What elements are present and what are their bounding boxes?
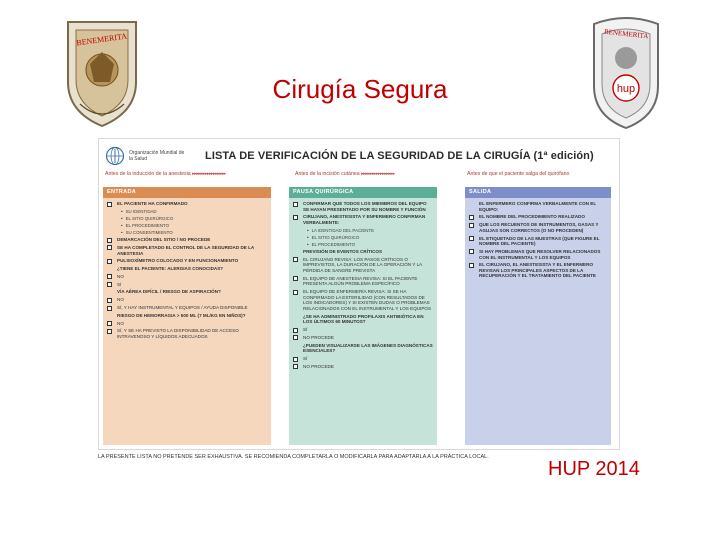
checklist-item-text: EL PACIENTE HA CONFIRMADO: [117, 201, 188, 206]
who-surgical-checklist: [98, 138, 620, 450]
checklist-item: [107, 313, 267, 319]
checkbox[interactable]: [469, 236, 474, 241]
checklist-subitem: [307, 235, 433, 241]
checklist-subitem: [121, 230, 267, 236]
checklist-item[interactable]: [107, 274, 267, 280]
bullet-icon: •: [307, 234, 309, 240]
checklist-item-text: EL CIRUJANO, EL ANESTESISTA Y EL ENFERMERO REVISAN LOS PRINCIPALES ASPECTOS DE LA RECUPERACIÓN Y EL TRATAMIENTO DEL PACIENTE: [479, 262, 596, 279]
checklist-item-text: SI HAY PROBLEMAS QUE RESOLVER RELACIONADOS CON EL INSTRUMENTAL Y LOS EQUIPOS: [479, 248, 601, 260]
checklist-subitem-text: EL PROCEDIMIENTO: [125, 222, 170, 228]
column-entrada: [103, 187, 271, 445]
hup-crest-icon: [588, 12, 664, 132]
checklist-item[interactable]: [293, 214, 433, 225]
checklist-item: [293, 249, 433, 255]
checklist-item-text: EL CIRUJANO REVISA: LOS PASOS CRÍTICOS O IMPREVISTOS, LA DURACIÓN DE LA OPERACIÓN Y LA PÉRDIDA DE SANGRE PREVISTA: [303, 256, 422, 273]
checklist-item-text: EL EQUIPO DE ANESTESIA REVISA: SI EL PACIENTE PRESENTA ALGÚN PROBLEMA ESPECÍFICO: [303, 275, 418, 287]
slide-title: Cirugía Segura: [272, 74, 448, 104]
checklist-item-text: PREVISIÓN DE EVENTOS CRÍTICOS: [303, 249, 383, 255]
checklist-item[interactable]: [469, 249, 607, 260]
phase-3-label: Antes de que el paciente salga del quirófano: [467, 171, 570, 177]
checklist-item: [293, 314, 433, 325]
checklist-item-text: EL ETIQUETADO DE LAS MUESTRAS (QUE FIGURE EL NOMBRE DEL PACIENTE): [479, 235, 600, 247]
column-salida: [465, 187, 611, 445]
checklist-item-text: DEMARCACIÓN DEL SITIO / NO PROCEDE: [117, 237, 211, 243]
checkbox[interactable]: [469, 215, 474, 220]
checkbox[interactable]: [469, 249, 474, 254]
checklist-subitem: [121, 223, 267, 229]
checkbox[interactable]: [107, 202, 112, 207]
checklist-item-text: EL ENFERMERO CONFIRMA VERBALMENTE CON EL EQUIPO:: [479, 201, 597, 212]
checklist-item-text: RIESGO DE HEMORRAGIA > 500 ML (7 ML/KG EN NIÑOS)?: [117, 312, 246, 318]
checkbox[interactable]: [107, 329, 112, 334]
checklist-item-text: QUE LOS RECUENTOS DE INSTRUMENTOS, GASAS Y AGUJAS SON CORRECTOS (O NO PROCEDEN): [479, 222, 599, 233]
bullet-icon: •: [121, 208, 123, 214]
checklist-item[interactable]: [107, 245, 267, 256]
checkbox[interactable]: [107, 259, 112, 264]
checklist-item[interactable]: [293, 289, 433, 311]
checklist-item-text: NO: [117, 273, 124, 279]
checklist-item-text: SÍ: [303, 327, 308, 333]
column-header: ENTRADA: [103, 187, 271, 198]
checklist-item[interactable]: [293, 276, 433, 287]
checklist-item: [107, 289, 267, 295]
checklist-item[interactable]: [107, 328, 267, 339]
checkbox[interactable]: [293, 357, 298, 362]
checklist-subitem-text: EL SITIO QUIRÚRGICO: [311, 234, 360, 240]
checklist-item[interactable]: [107, 297, 267, 303]
checklist-subitem: [307, 242, 433, 248]
bullet-icon: •: [121, 215, 123, 221]
checklist-item[interactable]: [293, 335, 433, 341]
checklist-item-text: SÍ, Y SE HA PREVISTO LA DISPONIBILIDAD DE ACCESO INTRAVENOSO Y LÍQUIDOS ADECUADOS: [117, 328, 239, 339]
checklist-item-text: SÍ: [117, 281, 122, 287]
column-header: PAUSA QUIRÚRGICA: [289, 187, 437, 198]
checklist-item-text: CIRUJANO, ANESTESISTA Y ENFERMERO CONFIRMAN VERBALMENTE:: [303, 214, 426, 225]
checkbox[interactable]: [107, 245, 112, 250]
checkbox[interactable]: [293, 215, 298, 220]
checklist-item-text: NO: [117, 320, 124, 326]
checklist-item: [469, 201, 607, 212]
checklist-item[interactable]: [107, 237, 267, 243]
checklist-item[interactable]: [293, 356, 433, 362]
bullet-icon: •: [121, 222, 123, 228]
checkbox[interactable]: [469, 263, 474, 268]
crest-text-right: BENEMERITA: [603, 27, 649, 41]
checkbox[interactable]: [293, 276, 298, 281]
checklist-item[interactable]: [107, 282, 267, 288]
checklist-subitem: [121, 216, 267, 222]
checklist-footnote: LA PRESENTE LISTA NO PRETENDE SER EXHAUSTIVA. SE RECOMIENDA COMPLETARLA O MODIFICARLA PARA ADAPTARLA A LA PRÁCTICA LOCAL.: [98, 454, 489, 460]
checkbox[interactable]: [107, 298, 112, 303]
checkbox[interactable]: [107, 321, 112, 326]
checkbox[interactable]: [293, 335, 298, 340]
checkbox[interactable]: [293, 328, 298, 333]
checklist-item[interactable]: [293, 364, 433, 370]
checkbox[interactable]: [107, 274, 112, 279]
checklist-item-text: PULSIOXÍMETRO COLOCADO Y EN FUNCIONAMIENTO: [117, 258, 239, 264]
checklist-item-text: VÍA AÉREA DIFÍCIL / RIESGO DE ASPIRACIÓN?: [117, 289, 221, 295]
checklist-item[interactable]: [293, 201, 433, 212]
checklist-item-text: NO PROCEDE: [303, 363, 334, 369]
checklist-item[interactable]: [107, 201, 267, 207]
checklist-item-text: SE HA COMPLETADO EL CONTROL DE LA SEGURIDAD DE LA ANESTESIA: [117, 244, 255, 256]
who-org-name: Organización Mundial de la Salud: [129, 150, 185, 162]
checklist-item: [293, 343, 433, 354]
checkbox[interactable]: [469, 223, 474, 228]
checklist-subitem: [307, 228, 433, 234]
checkbox[interactable]: [293, 202, 298, 207]
checklist-item-text: SÍ, Y HAY INSTRUMENTAL Y EQUIPOS / AYUDA DISPONIBLE: [117, 305, 248, 310]
checklist-item-text: EL NOMBRE DEL PROCEDIMIENTO REALIZADO: [479, 214, 585, 220]
svg-text:hup: hup: [616, 83, 636, 95]
checklist-item: [107, 266, 267, 272]
checkbox[interactable]: [107, 238, 112, 243]
checklist-item-text: ¿PUEDEN VISUALIZARSE LAS IMÁGENES DIAGNÓSTICAS ESENCIALES?: [303, 342, 433, 354]
checklist-item[interactable]: [293, 257, 433, 274]
checklist-item[interactable]: [107, 258, 267, 264]
checklist-subitem-text: SU IDENTIDAD: [125, 208, 157, 214]
checkbox[interactable]: [107, 282, 112, 287]
checklist-subitem-text: EL PROCEDIMIENTO: [311, 241, 356, 247]
benemerita-crest-icon: [60, 12, 144, 130]
checklist-item[interactable]: [293, 327, 433, 333]
column-header: SALIDA: [465, 187, 611, 198]
checklist-subitem-text: SU CONSENTIMIENTO: [125, 230, 173, 236]
bullet-icon: •: [307, 241, 309, 247]
checklist-item-text: NO: [117, 297, 124, 303]
checklist-subitem-text: EL SITIO QUIRÚRGICO: [125, 215, 174, 221]
checklist-subitem-text: LA IDENTIDAD DEL PACIENTE: [311, 227, 375, 233]
checklist-subitem: [121, 209, 267, 215]
checklist-item-text: ¿SE HA ADMINISTRADO PROFILAXIS ANTIBIÓTICA EN LOS ÚLTIMOS 60 MINUTOS?: [303, 313, 424, 325]
checklist-item-text: SÍ: [303, 356, 308, 362]
checklist-item[interactable]: [469, 222, 607, 233]
checklist-item-text: ¿TIENE EL PACIENTE: ALERGIAS CONOCIDAS?: [117, 266, 224, 272]
phase-2-label: Antes de la incisión cutánea ▸▸▸▸▸▸▸▸▸▸▸▸▸▸▸▸: [295, 171, 395, 177]
bullet-icon: •: [307, 227, 309, 233]
checklist-item[interactable]: [107, 321, 267, 327]
checklist-item[interactable]: [469, 236, 607, 247]
bullet-icon: •: [121, 230, 123, 236]
phase-1-label: Antes de la inducción de la anestesia ▸▸▸▸▸▸▸▸▸▸▸▸▸▸▸▸: [105, 171, 226, 177]
checklist-item[interactable]: [469, 262, 607, 279]
checklist-header: [105, 143, 615, 169]
who-globe-icon: [105, 146, 125, 166]
checklist-item-text: CONFIRMAR QUE TODOS LOS MIEMBROS DEL EQUIPO SE HAYAN PRESENTADO POR SU NOMBRE Y FUNCIÓN: [303, 201, 427, 212]
checkbox[interactable]: [107, 306, 112, 311]
checklist-item[interactable]: [469, 214, 607, 220]
checklist-item[interactable]: [107, 305, 267, 311]
checklist-title: LISTA DE VERIFICACIÓN DE LA SEGURIDAD DE LA CIRUGÍA (1ª edición): [205, 150, 594, 162]
checkbox[interactable]: [293, 257, 298, 262]
checklist-item-text: EL EQUIPO DE ENFERMERÍA REVISA: SI SE HA CONFIRMADO LA ESTERILIDAD (CON RESULTADOS DE LOS INDICADORES) Y SI EXISTEN DUDAS O PROBLEMAS RELACIONADOS CON EL INSTRUMENTAL Y LOS EQUIPOS: [303, 289, 432, 311]
checklist-item-text: NO PROCEDE: [303, 334, 334, 340]
footer-label: HUP 2014: [548, 458, 640, 480]
checkbox[interactable]: [293, 364, 298, 369]
checkbox[interactable]: [293, 290, 298, 295]
crest-text: BENEMERITA: [75, 31, 128, 48]
column-pausa-quirurgica: [289, 187, 437, 445]
